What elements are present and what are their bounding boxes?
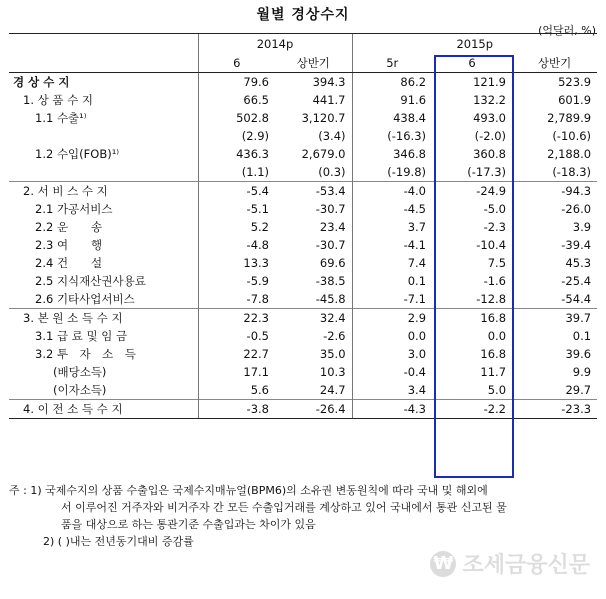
table-cell: 39.6 bbox=[565, 347, 592, 361]
table-row bbox=[9, 73, 597, 92]
table-cell: -24.9 bbox=[432, 182, 512, 201]
table-cell: -4.3 bbox=[352, 400, 432, 419]
table-cell: 5.6 bbox=[198, 381, 275, 400]
table-cell: -2.6 bbox=[323, 329, 346, 343]
table-cell: 13.3 bbox=[198, 254, 275, 272]
row-label: 1.1 수출¹⁾ bbox=[35, 111, 87, 125]
watermark bbox=[430, 548, 590, 579]
header-sub: 6 bbox=[198, 53, 275, 73]
table-cell: -30.7 bbox=[315, 202, 346, 216]
table-cell: -38.5 bbox=[315, 274, 346, 288]
table-row bbox=[9, 272, 597, 290]
table-cell: 10.3 bbox=[319, 365, 346, 379]
table-cell: 16.8 bbox=[432, 309, 512, 328]
row-label: 3. 본 원 소 득 수 지 bbox=[9, 309, 198, 328]
table-cell: 502.8 bbox=[198, 109, 275, 127]
row-label: 2.4 건 설 bbox=[35, 256, 103, 270]
table-cell: -26.4 bbox=[275, 400, 352, 419]
table-cell: 24.7 bbox=[319, 383, 346, 397]
table-cell: 79.6 bbox=[198, 73, 275, 92]
table-cell: 394.3 bbox=[312, 75, 346, 89]
table-cell: -23.3 bbox=[512, 400, 597, 419]
table-cell: 436.3 bbox=[198, 145, 275, 163]
table-row bbox=[9, 182, 597, 201]
table-cell: 0.1 bbox=[572, 329, 592, 343]
table-cell: 22.3 bbox=[198, 309, 275, 328]
table-cell: 2,188.0 bbox=[547, 147, 592, 161]
table-row bbox=[9, 218, 597, 236]
header-sub: 상반기 bbox=[275, 53, 352, 73]
row-label: 3.1 급 료 및 임 금 bbox=[35, 329, 128, 343]
table-cell: -7.1 bbox=[352, 290, 432, 309]
table-cell: 3.9 bbox=[572, 220, 592, 234]
footnote-line: 주 : 1) 국제수지의 상품 수출입은 국제수지매뉴얼(BPM6)의 소유권 변동원칙에 따라 국내 및 해외에 bbox=[9, 484, 488, 497]
table-cell: -53.4 bbox=[275, 182, 352, 201]
table-cell: -4.0 bbox=[352, 182, 432, 201]
table-cell: -1.6 bbox=[483, 274, 507, 288]
table-row bbox=[9, 127, 597, 145]
header-row-years bbox=[9, 34, 597, 54]
table-cell: 3.0 bbox=[352, 345, 432, 363]
table-cell: 16.8 bbox=[480, 347, 507, 361]
footnote-line: 2) ( )내는 전년동기대비 증감률 bbox=[43, 535, 194, 548]
table-cell: -5.9 bbox=[198, 272, 275, 290]
table-cell: 3.7 bbox=[352, 218, 432, 236]
table-row bbox=[9, 327, 597, 345]
table-row bbox=[9, 363, 597, 381]
table-row bbox=[9, 163, 597, 182]
table-cell: 0.0 bbox=[352, 327, 432, 345]
table-cell: -54.4 bbox=[561, 292, 592, 306]
table-cell: 29.7 bbox=[565, 383, 592, 397]
table-cell: (-19.8) bbox=[352, 163, 432, 182]
table-cell: 7.5 bbox=[487, 256, 507, 270]
table-cell: 9.9 bbox=[572, 365, 592, 379]
table-cell: 121.9 bbox=[473, 75, 507, 89]
table-cell: (-17.3) bbox=[467, 165, 507, 179]
row-label: 2.2 운 송 bbox=[35, 220, 103, 234]
table-cell: 5.0 bbox=[487, 383, 507, 397]
row-label: (배당소득) bbox=[53, 365, 107, 379]
table-cell: (2.9) bbox=[198, 127, 275, 145]
table-row bbox=[9, 290, 597, 309]
table-cell: -7.8 bbox=[198, 290, 275, 309]
row-label: 2.1 가공서비스 bbox=[35, 202, 113, 216]
header-sub: 6 bbox=[432, 53, 512, 73]
table-cell: -4.8 bbox=[198, 236, 275, 254]
table-row bbox=[9, 400, 597, 419]
table-row bbox=[9, 381, 597, 400]
table-cell: -0.5 bbox=[198, 327, 275, 345]
table-cell: (-2.0) bbox=[474, 129, 507, 143]
table-cell: 601.9 bbox=[558, 93, 592, 107]
table-cell: 69.6 bbox=[319, 256, 346, 270]
table-cell: -94.3 bbox=[512, 182, 597, 201]
table-cell: 132.2 bbox=[473, 93, 507, 107]
table-cell: (-16.3) bbox=[352, 127, 432, 145]
table-cell: (0.3) bbox=[318, 165, 346, 179]
current-account-table bbox=[9, 33, 597, 419]
table-row bbox=[9, 236, 597, 254]
table-cell: 91.6 bbox=[352, 91, 432, 109]
header-2014: 2014p bbox=[198, 34, 352, 54]
header-2015: 2015p bbox=[352, 34, 597, 54]
table-cell: -39.4 bbox=[561, 238, 592, 252]
table-cell: (-10.6) bbox=[552, 129, 592, 143]
table-cell: -3.8 bbox=[198, 400, 275, 419]
table-cell: 7.4 bbox=[352, 254, 432, 272]
row-label: (이자소득) bbox=[53, 383, 107, 397]
watermark-logo-icon: ₩ bbox=[430, 551, 456, 577]
table-row bbox=[9, 145, 597, 163]
row-label: 2.5 지식재산권사용료 bbox=[35, 274, 146, 288]
watermark-text: 조세금융신문 bbox=[462, 553, 590, 578]
header-sub: 5r bbox=[352, 53, 432, 73]
row-label: 2.6 기타사업서비스 bbox=[35, 292, 135, 306]
page-title: 월별 경상수지 bbox=[256, 7, 350, 23]
table-cell: 2,679.0 bbox=[301, 147, 346, 161]
table-cell: -5.0 bbox=[483, 202, 507, 216]
row-label bbox=[9, 127, 198, 145]
table-row bbox=[9, 345, 597, 363]
footnote-line: 서 이루어진 거주자와 비거주자 간 모든 수출입거래를 계상하고 있어 국내에서 통관 신고된 물 bbox=[61, 501, 507, 514]
row-label: 3.2 투 자 소 득 bbox=[35, 347, 136, 361]
footnotes bbox=[9, 482, 599, 550]
table-cell: 35.0 bbox=[319, 347, 346, 361]
header-sub: 상반기 bbox=[512, 53, 597, 73]
unit-label: (억달러, %) bbox=[538, 24, 596, 37]
table-cell: -45.8 bbox=[315, 292, 346, 306]
table-cell: -26.0 bbox=[561, 202, 592, 216]
table-cell: 32.4 bbox=[275, 309, 352, 328]
table-cell: 17.1 bbox=[198, 363, 275, 381]
table-cell: 360.8 bbox=[473, 147, 507, 161]
table-cell: 45.3 bbox=[565, 256, 592, 270]
row-label: 2. 서 비 스 수 지 bbox=[9, 182, 198, 201]
row-label: 경 상 수 지 bbox=[13, 75, 70, 89]
table-cell: -10.4 bbox=[476, 238, 507, 252]
table-cell: 346.8 bbox=[352, 145, 432, 163]
row-label: 1.2 수입(FOB)¹⁾ bbox=[35, 147, 120, 161]
table-cell: -5.1 bbox=[198, 200, 275, 218]
table-cell: 39.7 bbox=[512, 309, 597, 328]
table-row bbox=[9, 91, 597, 109]
table-cell: 22.7 bbox=[198, 345, 275, 363]
table-cell: 493.0 bbox=[473, 111, 507, 125]
table-cell: -2.2 bbox=[432, 400, 512, 419]
table-cell: -25.4 bbox=[561, 274, 592, 288]
row-label: 1. 상 품 수 지 bbox=[23, 93, 94, 107]
table-cell: 0.1 bbox=[352, 272, 432, 290]
table-cell: 5.2 bbox=[198, 218, 275, 236]
table-cell: 523.9 bbox=[558, 75, 592, 89]
header-row-periods bbox=[9, 53, 597, 73]
table-cell: -4.5 bbox=[352, 200, 432, 218]
table-cell: -4.1 bbox=[352, 236, 432, 254]
table-row bbox=[9, 309, 597, 328]
table-cell: -2.3 bbox=[483, 220, 507, 234]
table-cell: 86.2 bbox=[352, 73, 432, 92]
table-row bbox=[9, 109, 597, 127]
table-cell: 66.5 bbox=[198, 91, 275, 109]
row-label bbox=[9, 163, 198, 182]
footnote-line: 품을 대상으로 하는 통관기준 수출입과는 차이가 있음 bbox=[61, 518, 316, 531]
table-cell: 438.4 bbox=[352, 109, 432, 127]
table-cell: 3.4 bbox=[352, 381, 432, 400]
table-cell: -30.7 bbox=[315, 238, 346, 252]
table-cell: -12.8 bbox=[476, 292, 507, 306]
table-cell: 11.7 bbox=[480, 365, 507, 379]
table-cell: (3.4) bbox=[318, 129, 346, 143]
table-cell: 3,120.7 bbox=[301, 111, 346, 125]
table-cell: (-18.3) bbox=[552, 165, 592, 179]
table-cell: (1.1) bbox=[198, 163, 275, 182]
table-cell: -0.4 bbox=[352, 363, 432, 381]
table-cell: 2.9 bbox=[352, 309, 432, 328]
table-row bbox=[9, 200, 597, 218]
table-cell: 23.4 bbox=[319, 220, 346, 234]
table-cell: 0.0 bbox=[487, 329, 507, 343]
table-cell: -5.4 bbox=[198, 182, 275, 201]
row-label: 2.3 여 행 bbox=[35, 238, 103, 252]
table-row bbox=[9, 254, 597, 272]
table-cell: 2,789.9 bbox=[547, 111, 592, 125]
table-cell: 441.7 bbox=[312, 93, 346, 107]
row-label: 4. 이 전 소 득 수 지 bbox=[9, 400, 198, 419]
